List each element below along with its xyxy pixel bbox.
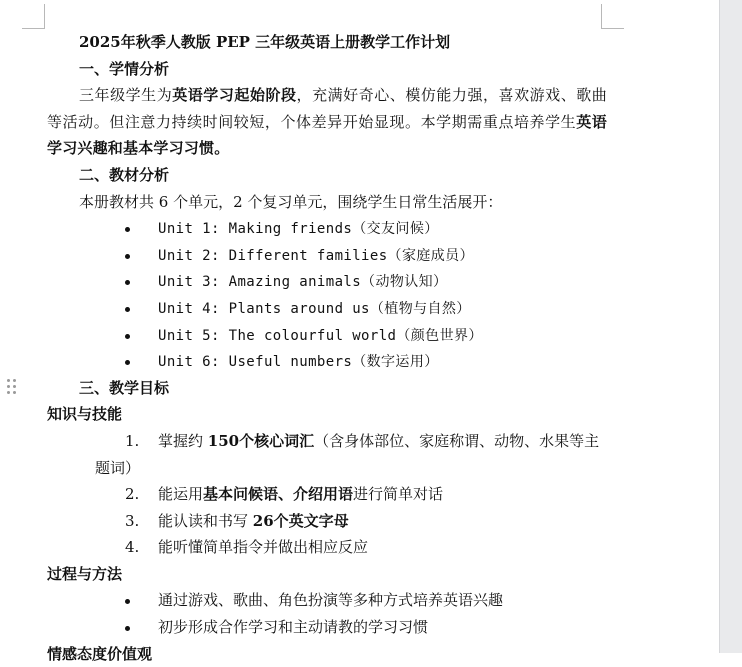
section-heading-teaching-goals: 三、教学目标 xyxy=(79,378,170,397)
list-item: Unit 5: The colourful world（颜色世界） xyxy=(47,322,607,349)
section-heading-textbook-analysis: 二、教材分析 xyxy=(79,165,170,184)
learner-analysis-paragraph xyxy=(47,82,607,162)
list-item: Unit 6: Useful numbers（数字运用） xyxy=(47,348,607,375)
list-number: 3. xyxy=(125,511,140,530)
bullet-icon xyxy=(125,307,130,312)
window-gutter xyxy=(719,0,742,653)
bold-run: 英语学习兴趣和基本学习习惯 xyxy=(47,112,607,158)
page-corner-mark-top-right xyxy=(601,4,624,29)
list-number: 2. xyxy=(125,485,140,504)
list-item: Unit 1: Making friends（交友问候） xyxy=(47,215,607,242)
list-item: Unit 3: Amazing animals（动物认知） xyxy=(47,268,607,295)
bullet-icon xyxy=(125,254,130,259)
text-run: ，充满好奇心、模仿能力强，喜欢游戏、歌曲等活动。但注意力持续时间较短，个体差异开始显现。本学期需重点培养学生 xyxy=(47,86,607,131)
bullet-icon xyxy=(125,334,130,339)
document-body[interactable] xyxy=(47,29,607,667)
list-item: 初步形成合作学习和主动请教的学习习惯 xyxy=(47,614,607,641)
section-heading-learner-analysis: 一、学情分析 xyxy=(79,59,170,78)
document-title: 2025年秋季人教版 PEP 三年级英语上册教学工作计划 xyxy=(79,33,451,51)
numbered-list-item: 4. 能听懂简单指令并做出相应反应 xyxy=(47,534,607,561)
block-drag-handle-icon[interactable] xyxy=(7,379,17,395)
bold-run: 英语学习起始阶段 xyxy=(172,86,297,105)
text-run: 三年级学生为 xyxy=(79,86,173,105)
list-item: Unit 2: Different families（家庭成员） xyxy=(47,242,607,269)
subheading-attitudes-values: 情感态度价值观 xyxy=(47,644,153,663)
bullet-icon xyxy=(125,360,130,365)
bullet-icon xyxy=(125,599,130,604)
text-run: 。 xyxy=(214,139,230,158)
numbered-list-item: 2. 能运用基本问候语、介绍用语进行简单对话 xyxy=(47,481,607,508)
subheading-knowledge-skills: 知识与技能 xyxy=(47,405,123,424)
bullet-icon xyxy=(125,280,130,285)
subheading-process-methods: 过程与方法 xyxy=(47,564,123,583)
list-number: 4. xyxy=(125,538,140,557)
numbered-list-item: 3. 能认读和书写 26个英文字母 xyxy=(47,508,607,535)
bullet-icon xyxy=(125,626,130,631)
list-item: 通过游戏、歌曲、角色扮演等多种方式培养英语兴趣 xyxy=(47,587,607,614)
numbered-list-item: 1. 掌握约 150个核心词汇（含身体部位、家庭称谓、动物、水果等主题词） xyxy=(47,428,607,481)
bullet-icon xyxy=(125,227,130,232)
list-item: Unit 4: Plants around us（植物与自然） xyxy=(47,295,607,322)
page-corner-mark-top-left xyxy=(22,4,45,29)
list-number: 1. xyxy=(125,431,140,450)
textbook-intro: 本册教材共 6 个单元，2 个复习单元，围绕学生日常生活展开： xyxy=(79,192,503,211)
